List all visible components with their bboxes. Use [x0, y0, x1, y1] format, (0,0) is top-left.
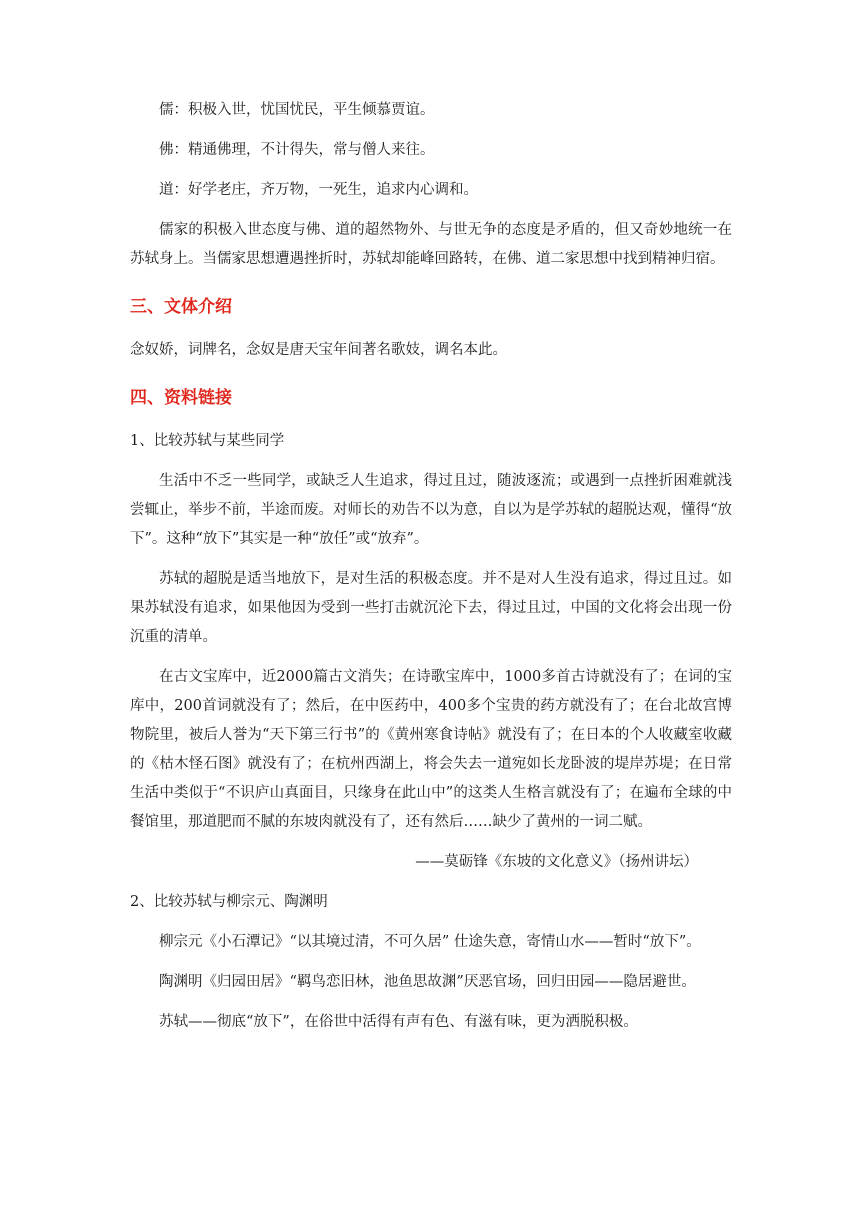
item-1-paragraph-3: 在古文宝库中，近2000篇古文消失；在诗歌宝库中，1000多首古诗就没有了；在词的宝库中，200首词就没有了；然后，在中医药中，400多个宝贵的药方就没有了；在台北故宫博物院里，被后人誉为“天下第三行书”的《黄州寒食诗帖》就没有了；在日本的个人收藏室收藏的《枯木怪石图》就没有了；在杭州西湖上，将会失去一道宛如长龙卧波的堤岸苏堤；在日常生活中类似于“不识庐山真面目，只缘身在此山中”的这类人生格言就没有了；在遍布全球的中餐馆里，那道肥而不腻的东坡肉就没有了，还有然后……缺少了黄州的一词二赋。 [130, 669, 732, 830]
item-2-title: 2、比较苏轼与柳宗元、陶渊明 [130, 894, 328, 910]
section-3-heading: 三、文体介绍 [130, 297, 232, 317]
document-page [130, 96, 732, 1048]
dao-paragraph: 道：好学老庄，齐万物，一死生，追求内心调和。 [159, 182, 478, 198]
thought-summary-paragraph: 儒家的积极入世态度与佛、道的超然物外、与世无争的态度是矛盾的，但又奇妙地统一在苏轼身上。当儒家思想遭遇挫折时，苏轼却能峰回路转，在佛、道二家思想中找到精神归宿。 [130, 222, 732, 267]
ru-paragraph: 儒：积极入世，忧国忧民，平生倾慕贾谊。 [159, 102, 435, 118]
item-1-paragraph-2: 苏轼的超脱是适当地放下，是对生活的积极态度。并不是对人生没有追求，得过且过。如果苏轼没有追求，如果他因为受到一些打击就沉沦下去，得过且过，中国的文化将会出现一份沉重的清单。 [130, 571, 732, 645]
genre-intro-paragraph: 念奴娇，词牌名，念奴是唐天宝年间著名歌妓，调名本此。 [130, 342, 507, 358]
fo-paragraph: 佛：精通佛理，不计得失，常与僧人来往。 [159, 142, 435, 158]
section-4-heading: 四、资料链接 [130, 388, 232, 408]
quote-source: ——莫砺锋《东坡的文化意义》（扬州讲坛） [415, 854, 698, 870]
tao-yuanming-paragraph: 陶渊明《归园田居》“羁鸟恋旧林，池鱼思故渊”厌恶官场，回归田园——隐居避世。 [159, 974, 696, 990]
item-1-title: 1、比较苏轼与某些同学 [130, 433, 285, 449]
liu-zongyuan-paragraph: 柳宗元《小石潭记》“以其境过清，不可久居” 仕途失意，寄情山水——暂时“放下”。 [159, 934, 701, 950]
su-shi-paragraph: 苏轼——彻底“放下”，在俗世中活得有声有色、有滋有味，更为洒脱积极。 [159, 1014, 638, 1030]
item-1-paragraph-1: 生活中不乏一些同学，或缺乏人生追求，得过且过，随波逐流；或遇到一点挫折困难就浅尝辄止，举步不前，半途而废。对师长的劝告不以为意，自以为是学苏轼的超脱达观，懂得“放下”。这种“放下”其实是一种“放任”或“放弃”。 [130, 473, 732, 547]
